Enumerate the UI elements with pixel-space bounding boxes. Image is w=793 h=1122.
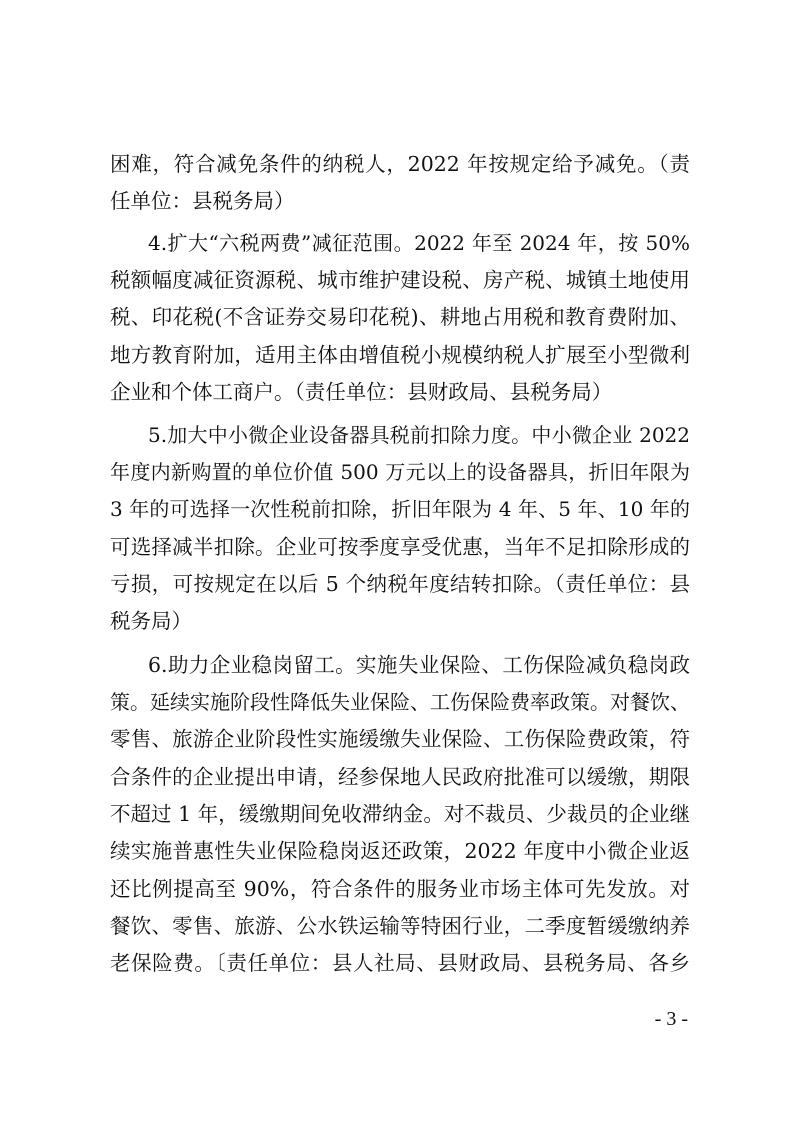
text-line: 策。延续实施阶段性降低失业保险、工伤保险费率政策。对餐饮、	[110, 690, 690, 714]
text-line: 合条件的企业提出申请，经参保地人民政府批准可以缓缴，期限	[110, 765, 690, 789]
text-line: 亏损，可按规定在以后 5 个纳税年度结转扣除。（责任单位：县	[110, 572, 690, 596]
paragraph-heading-line: 4.扩大“六税两费”减征范围。2022 年至 2024 年，按 50%	[148, 231, 690, 255]
text-line: 还比例提高至 90%，符合条件的服务业市场主体可先发放。对	[110, 877, 690, 901]
text-line: 地方教育附加，适用主体由增值税小规模纳税人扩展至小型微利	[110, 343, 690, 367]
text-line: 老保险费。〔责任单位：县人社局、县财政局、县税务局、各乡	[110, 951, 690, 975]
text-line: 企业和个体工商户。（责任单位：县财政局、县税务局）	[110, 380, 613, 404]
text-line: 税、印花税(不含证券交易印花税)、耕地占用税和教育费附加、	[110, 305, 690, 329]
text-line: 零售、旅游企业阶段性实施缓缴失业保险、工伤保险费政策，符	[110, 727, 690, 751]
text-line: 税额幅度减征资源税、城市维护建设税、房产税、城镇土地使用	[110, 268, 690, 292]
paragraph-heading-line: 6.助力企业稳岗留工。实施失业保险、工伤保险减负稳岗政	[148, 653, 690, 677]
text-line: 任单位：县税务局）	[110, 189, 295, 213]
text-line: 年度内新购置的单位价值 500 万元以上的设备器具，折旧年限为	[110, 460, 690, 484]
text-line: 餐饮、零售、旅游、公水铁运输等特困行业，二季度暂缓缴纳养	[110, 914, 690, 938]
text-line: 3 年的可选择一次性税前扣除，折旧年限为 4 年、5 年、10 年的	[110, 497, 690, 521]
text-line: 困难，符合减免条件的纳税人，2022 年按规定给予减免。（责	[110, 152, 690, 176]
text-line: 税务局）	[110, 609, 192, 633]
page-number: - 3 -	[654, 1008, 688, 1030]
text-line: 续实施普惠性失业保险稳岗返还政策，2022 年度中小微企业返	[110, 839, 690, 863]
text-line: 不超过 1 年，缓缴期间免收滞纳金。对不裁员、少裁员的企业继	[110, 802, 690, 826]
text-line: 可选择减半扣除。企业可按季度享受优惠，当年不足扣除形成的	[110, 535, 690, 559]
paragraph-heading-line: 5.加大中小微企业设备器具税前扣除力度。中小微企业 2022	[148, 423, 690, 447]
